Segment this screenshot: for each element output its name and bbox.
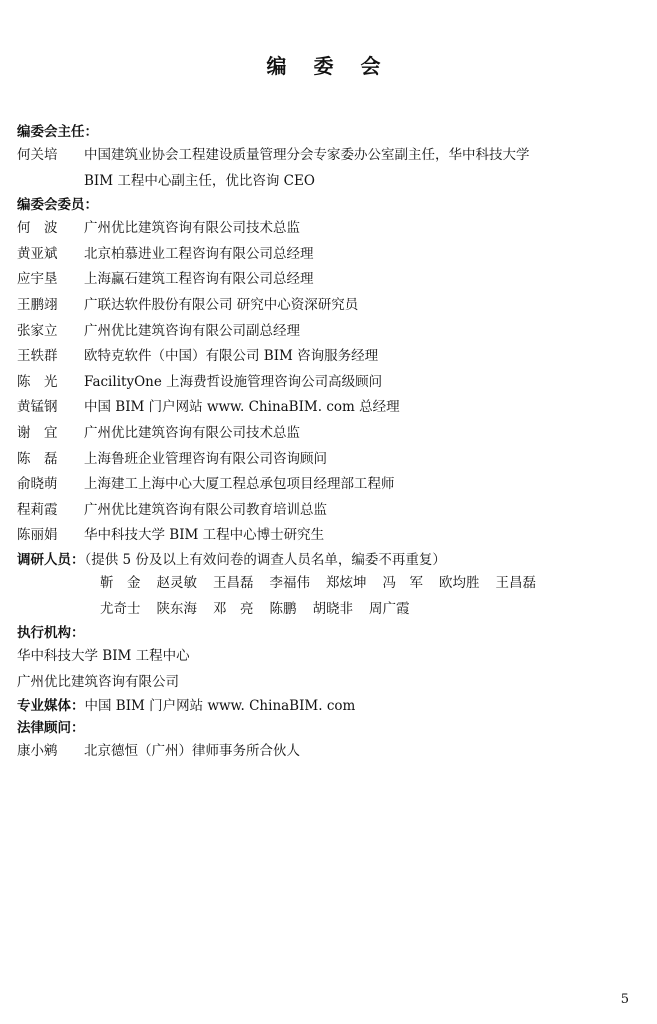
member-name: 王鹏翊 [17,296,58,313]
researcher-name: 胡晓非 [312,600,353,617]
member-row [17,344,647,370]
member-row [17,242,647,268]
chairman-role-line2: BIM 工程中心副主任，优比咨询 CEO [84,172,315,189]
members-heading: 编委会委员： [17,197,98,214]
media-heading [17,695,647,717]
member-role: 广州优比建筑咨询有限公司副总经理 [84,322,300,339]
researchers-list [17,571,640,622]
chairman-role [84,143,647,194]
member-row [17,421,647,447]
researcher-name: 邓 亮 [213,600,254,617]
chairman-name: 何关培 [17,147,58,163]
member-role: FacilityOne 上海费哲设施管理咨询公司高级顾问 [84,373,383,390]
execution-heading: 执行机构： [17,625,85,642]
researcher-name: 靳 金 [100,574,141,591]
chairman-heading: 编委会主任： [17,124,98,140]
researcher-name: 周广霞 [369,600,410,617]
researchers-heading-label: 调研人员： [17,551,85,568]
researchers-row-1 [100,571,640,597]
member-row [17,216,647,242]
researchers-note: （提供 5 份及以上有效问卷的调查人员名单，编委不再重复） [84,551,446,568]
member-name: 陈丽娟 [17,527,58,544]
member-name: 黄锰钢 [17,399,58,416]
member-row [17,293,647,319]
media-value: 中国 BIM 门户网站 www. ChinaBIM. com [84,698,356,715]
researchers-heading [17,549,647,571]
page-number: 5 [620,992,629,1007]
member-row [17,447,647,473]
member-role: 广州优比建筑咨询有限公司技术总监 [84,424,300,441]
members-list [17,216,647,549]
member-row [17,395,647,421]
researcher-name: 王昌磊 [495,574,536,591]
researcher-name: 李福伟 [269,574,310,591]
legal-role: 北京德恒（广州）律师事务所合伙人 [84,743,300,760]
member-name: 谢 宜 [17,424,58,441]
member-role: 广联达软件股份有限公司 研究中心资深研究员 [84,296,359,313]
member-name: 黄亚斌 [17,245,58,262]
legal-name: 康小鹓 [17,743,58,760]
member-name: 陈 磊 [17,450,58,467]
execution-org: 广州优比建筑咨询有限公司 [17,673,179,690]
execution-org: 华中科技大学 BIM 工程中心 [17,648,190,665]
member-role: 广州优比建筑咨询有限公司技术总监 [84,220,300,237]
member-name: 程莉霞 [17,501,58,518]
member-row [17,523,647,549]
member-role: 上海鲁班企业管理咨询有限公司咨询顾问 [84,450,327,467]
researchers-row-2 [100,597,640,623]
researcher-name: 赵灵敏 [156,574,197,591]
media-heading-label: 专业媒体： [17,698,85,715]
member-name: 俞晓萌 [17,476,58,493]
researcher-name: 冯 军 [382,574,423,591]
member-row [17,267,647,293]
page-title: 编 委 会 [266,54,391,78]
researcher-name: 尤奇士 [100,600,141,617]
researcher-name: 欧均胜 [439,574,480,591]
chairman-role-line1: 中国建筑业协会工程建设质量管理分会专家委办公室副主任，华中科技大学 [84,147,530,163]
researcher-name: 陈鹏 [269,600,297,617]
member-row [17,498,647,524]
legal-heading: 法律顾问： [17,720,85,737]
member-role: 中国 BIM 门户网站 www. ChinaBIM. com 总经理 [84,399,400,416]
committee-list [17,121,647,765]
chairman-entry [17,143,647,194]
member-role: 广州优比建筑咨询有限公司教育培训总监 [84,501,327,518]
member-name: 应宇垦 [17,271,58,288]
member-role: 上海建工上海中心大厦工程总承包项目经理部工程师 [84,476,395,493]
member-name: 陈 光 [17,373,58,390]
member-name: 王轶群 [17,348,58,365]
researcher-name: 王昌磊 [213,574,254,591]
member-row [17,472,647,498]
researcher-name: 陕东海 [156,600,197,617]
member-row [17,319,647,345]
member-name: 何 波 [17,220,58,237]
member-role: 华中科技大学 BIM 工程中心博士研究生 [84,527,325,544]
member-role: 上海赢石建筑工程咨询有限公司总经理 [84,271,314,288]
member-row [17,370,647,396]
legal-entry [17,739,647,765]
member-name: 张家立 [17,322,58,339]
member-role: 北京柏慕进业工程咨询有限公司总经理 [84,245,314,262]
member-role: 欧特克软件（中国）有限公司 BIM 咨询服务经理 [84,348,379,365]
researcher-name: 郑炫坤 [326,574,367,591]
